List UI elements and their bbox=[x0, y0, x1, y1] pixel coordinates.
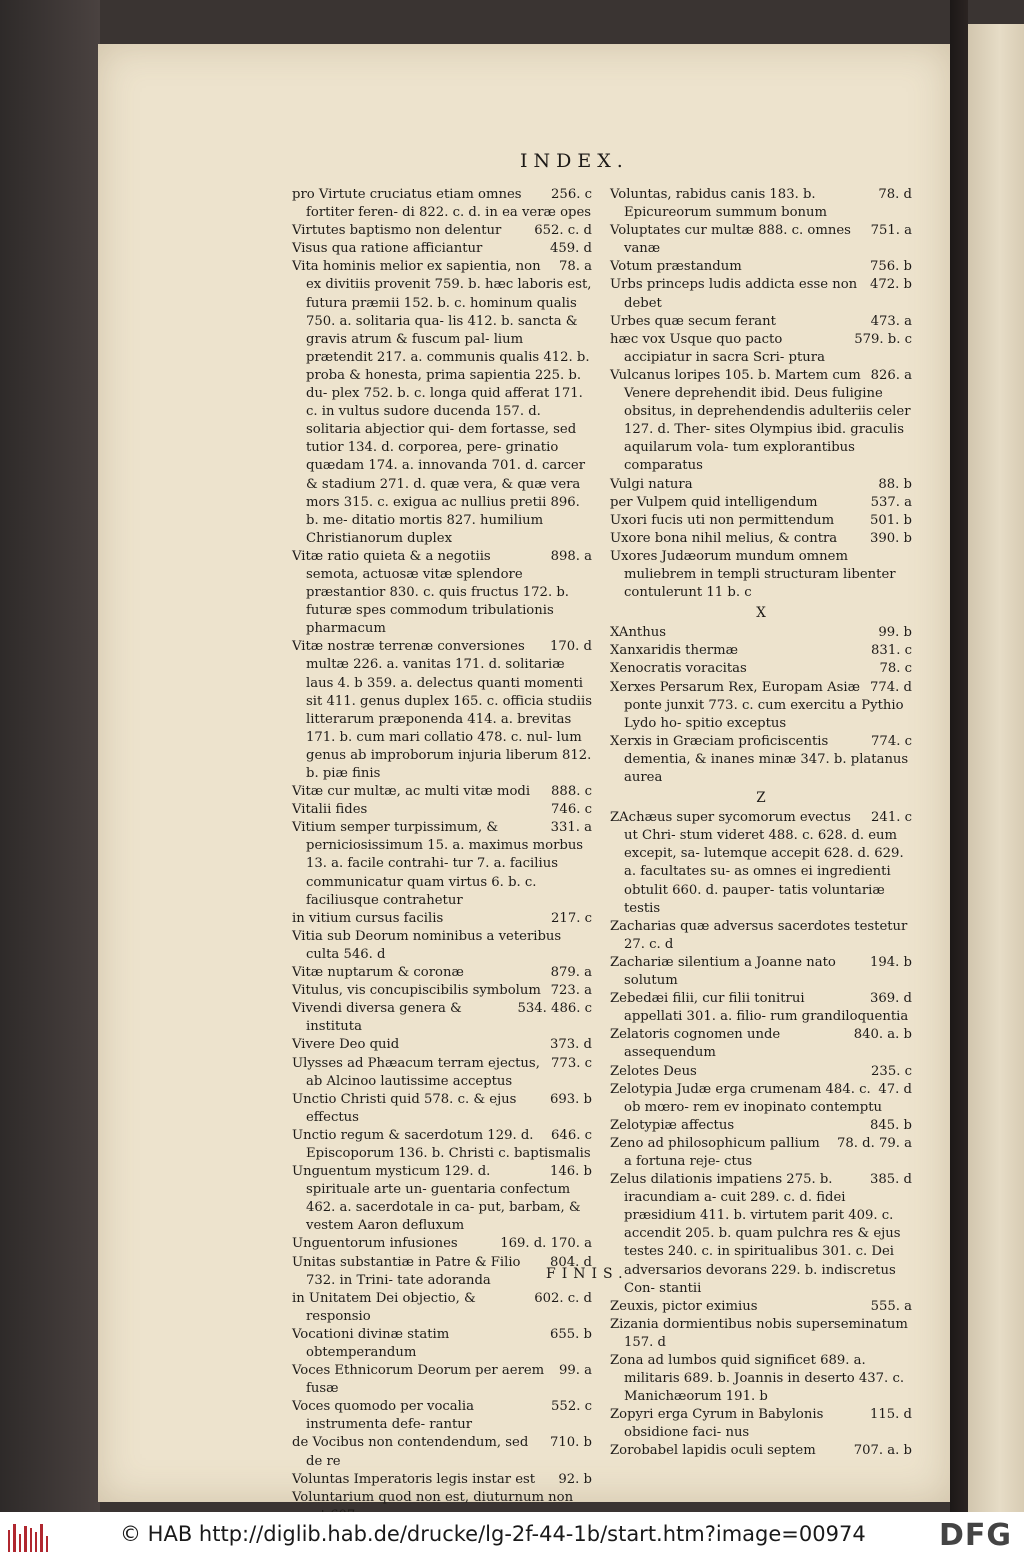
index-entry bbox=[292, 1055, 592, 1091]
index-entry bbox=[610, 1171, 912, 1298]
page-reference: 602. c. d bbox=[534, 1290, 592, 1306]
page-reference: 845. b bbox=[870, 1117, 912, 1133]
page-reference: 217. c bbox=[551, 910, 592, 926]
entry-text: Voces Ethnicorum Deorum per aerem fusæ bbox=[292, 1363, 545, 1397]
index-entry bbox=[292, 1036, 592, 1054]
index-entry bbox=[292, 1163, 592, 1235]
entry-text: Unguentum mysticum 129. d. spirituale arte un- guentaria confectum 462. a. sacerdotale in ca- put, barbam, & vestem Aaron defluxum bbox=[292, 1164, 581, 1234]
entry-text: Unctio regum & sacerdotum 129. d. Episcoporum 136. b. Christi c. baptismalis bbox=[292, 1127, 591, 1161]
entry-text: ZAchæus super sycomorum evectus ut Chri- stum videret 488. c. 628. d. eum excepit, sa- lutemque accepit 628. d. 629. a. facultates su- as omnes ei ingredienti obtulit 660. d. pauper- tatis voluntariæ testis bbox=[610, 810, 904, 916]
page-reference: 723. a bbox=[550, 983, 592, 999]
index-entry bbox=[292, 258, 592, 548]
page-reference: 774. d bbox=[870, 679, 912, 695]
page-reference: 831. c bbox=[871, 643, 912, 659]
copyright-link[interactable]: © HAB http://diglib.hab.de/drucke/lg-2f-44-1b/start.htm?image=00974 bbox=[120, 1522, 866, 1546]
entry-text: Urbes quæ secum ferant bbox=[610, 313, 776, 329]
entry-text: Ulysses ad Phæacum terram ejectus, ab Alcinoo lautissime acceptus bbox=[292, 1055, 540, 1089]
index-entry bbox=[610, 624, 912, 642]
index-entry bbox=[610, 548, 912, 602]
index-entry bbox=[610, 660, 912, 678]
page-reference: 756. b bbox=[870, 259, 912, 275]
index-entry bbox=[292, 240, 592, 258]
page-reference: 555. a bbox=[870, 1298, 912, 1314]
index-entry bbox=[292, 819, 592, 909]
page-reference: 879. a bbox=[550, 965, 592, 981]
entry-text: Vulgi natura bbox=[610, 476, 693, 492]
entry-text: Voluptates cur multæ 888. c. omnes vanæ bbox=[610, 223, 851, 257]
index-entry bbox=[610, 1316, 912, 1352]
index-entry bbox=[610, 530, 912, 548]
index-entry bbox=[610, 512, 912, 530]
page-reference: 369. d bbox=[870, 991, 912, 1007]
page-reference: 78. c bbox=[879, 661, 912, 677]
page-reference: 537. a bbox=[870, 494, 912, 510]
page-reference: 472. b bbox=[870, 277, 912, 293]
index-entry bbox=[292, 982, 592, 1000]
book-spine bbox=[950, 0, 968, 1512]
entry-text: Zeuxis, pictor eximius bbox=[610, 1298, 758, 1314]
index-entry bbox=[292, 1398, 592, 1434]
entry-text: Virtutes baptismo non delentur bbox=[292, 223, 502, 239]
index-entry bbox=[610, 186, 912, 222]
index-entry bbox=[292, 638, 592, 783]
index-entry bbox=[610, 367, 912, 476]
index-entry bbox=[292, 1091, 592, 1127]
entry-text: hæc vox Usque quo pacto accipiatur in sacra Scri- ptura bbox=[610, 331, 825, 365]
index-entry bbox=[610, 954, 912, 990]
index-column-left bbox=[292, 186, 592, 1525]
page-reference: 92. b bbox=[558, 1471, 592, 1487]
index-entry bbox=[610, 1352, 912, 1406]
page-reference: 256. c bbox=[551, 187, 592, 202]
index-entry bbox=[292, 964, 592, 982]
index-entry bbox=[610, 1406, 912, 1442]
index-entry bbox=[610, 679, 912, 733]
page-reference: 655. b bbox=[550, 1326, 592, 1342]
entry-text: Unitas substantiæ in Patre & Filio 732. in Trini- tate adoranda bbox=[292, 1254, 521, 1288]
index-entry bbox=[292, 222, 592, 240]
page-reference: 170. d bbox=[550, 639, 592, 655]
index-entry bbox=[292, 1434, 592, 1470]
index-entry bbox=[610, 276, 912, 312]
entry-text: Votum præstandum bbox=[610, 259, 742, 275]
dfg-logo: DFG bbox=[938, 1518, 1012, 1553]
index-entry bbox=[292, 1362, 592, 1398]
entry-text: pro Virtute cruciatus etiam omnes fortiter feren- di 822. c. d. in ea veræ opes bbox=[292, 187, 592, 221]
index-entry bbox=[292, 783, 592, 801]
page-reference: 78. d bbox=[878, 187, 912, 202]
entry-text: Vivere Deo quid bbox=[292, 1037, 400, 1053]
page-reference: 78. a bbox=[558, 259, 592, 275]
entry-text: Vitia sub Deorum nominibus a veteribus culta 546. d bbox=[292, 928, 562, 962]
index-entry bbox=[292, 1000, 592, 1036]
index-entry bbox=[610, 642, 912, 660]
index-entry bbox=[292, 1235, 592, 1253]
entry-text: Xenocratis voracitas bbox=[610, 661, 747, 677]
entry-text: Voluntas Imperatoris legis instar est bbox=[292, 1471, 536, 1487]
page-reference: 501. b bbox=[870, 512, 912, 528]
section-letter: Z bbox=[756, 790, 766, 807]
entry-text: Vitium semper turpissimum, & perniciosissimum 15. a. maximus morbus 13. a. facile contrahi- tur 7. a. facilius communicatur quam virtus 6. b. c. faciliusque contrahetur bbox=[292, 820, 584, 908]
adjacent-page-edge bbox=[964, 24, 1024, 1512]
index-entry bbox=[292, 1326, 592, 1362]
entry-text: Xerxis in Græciam proficiscentis dementia, & inanes minæ 347. b. platanus aurea bbox=[610, 733, 909, 785]
entry-text: Zelotypia Judæ erga crumenam 484. c. ob mœro- rem ev inopinato contemptu bbox=[610, 1081, 883, 1115]
entry-text: Vitæ cur multæ, ac multi vitæ modi bbox=[292, 784, 531, 800]
page-heading: INDEX. bbox=[520, 150, 629, 172]
entry-text: Zelotypiæ affectus bbox=[610, 1117, 735, 1133]
index-entry bbox=[292, 801, 592, 819]
page-reference: 646. c bbox=[551, 1127, 592, 1143]
entry-text: Zelus dilationis impatiens 275. b. iracundiam a- cuit 289. c. d. fidei præsidium 411. b. virtutem parit 409. c. accendit 205. b. quam pulchra res & ejus testes 240. c. in spiritualibus 301. c. Dei adversarios devorans 229. b. indiscretus Con- stantii bbox=[610, 1172, 901, 1296]
index-entry bbox=[610, 331, 912, 367]
entry-text: Zeno ad philosophicum pallium a fortuna reje- ctus bbox=[610, 1135, 820, 1169]
page-reference: 390. b bbox=[870, 530, 912, 546]
entry-text: Zachariæ silentium a Joanne nato solutum bbox=[610, 954, 836, 989]
page-reference: 78. d. 79. a bbox=[836, 1135, 912, 1151]
entry-text: XAnthus bbox=[610, 625, 666, 641]
entry-text: Visus qua ratione afficiantur bbox=[292, 241, 483, 257]
index-entry bbox=[292, 548, 592, 638]
hab-logo-icon bbox=[8, 1520, 48, 1552]
entry-text: Unctio Christi quid 578. c. & ejus effectus bbox=[292, 1091, 517, 1125]
index-entry bbox=[610, 476, 912, 494]
page-reference: 169. d. 170. a bbox=[500, 1236, 592, 1252]
index-entry bbox=[610, 1081, 912, 1117]
page-reference: 47. d bbox=[878, 1081, 912, 1097]
entry-text: Uxore bona nihil melius, & contra bbox=[610, 530, 838, 546]
entry-text: Uxores Judæorum mundum omnem muliebrem in templi structuram libenter contulerunt 11 b. c bbox=[610, 548, 896, 601]
section-letter: X bbox=[756, 605, 766, 622]
entry-text: Zelatoris cognomen unde assequendum bbox=[610, 1027, 781, 1061]
entry-text: Vulcanus loripes 105. b. Martem cum Venere deprehendit ibid. Deus fuligine obsitus, in deprehendendis adulteriis celer 127. d. Ther- sites Olympius ibid. graculis aquilarum vola- tum explorantibus comparatus bbox=[610, 367, 911, 474]
index-entry bbox=[292, 1471, 592, 1489]
entry-text: Vitæ ratio quieta & a negotiis semota, actuosæ vitæ splendore præstantior 830. c. quis fructus 172. b. futuræ spes commodum tribulationis pharmacum bbox=[292, 548, 569, 637]
page-reference: 826. a bbox=[870, 367, 912, 383]
page-reference: 385. d bbox=[870, 1172, 912, 1188]
page-reference: 774. c bbox=[871, 733, 912, 749]
page-reference: 373. d bbox=[550, 1037, 592, 1053]
finis-label: FINIS. bbox=[546, 1266, 629, 1282]
index-entry bbox=[610, 1442, 912, 1460]
index-entry bbox=[610, 1135, 912, 1171]
entry-text: Vita hominis melior ex sapientia, non ex divitiis provenit 759. b. hæc laboris est, futura præmii 152. b. c. hominum qualis 750. a. solitaria qua- lis 412. b. sancta & gravis atrum & fuscum pal- lium prætendit 217. a. communis qualis 412. b. proba & honesta, prima sapientia 225. b. du- plex 752. b. c. longa quid afferat 171. c. in vultus sudore ducenda 157. d. solitaria abjectior qui- dem fortasse, sed tutior 134. d. corporea, pere- grinatio quædam 174. a. innovanda 701. d. carcer & stadium 271. d. quæ vera, & quæ vera mors 315. c. exigua ac nullius pretii 896. b. me- ditatio mortis 827. humilium Christianorum duplex bbox=[292, 259, 592, 546]
footer-bar bbox=[0, 1512, 1024, 1560]
page-reference: 579. b. c bbox=[854, 331, 912, 347]
entry-text: de Vocibus non contendendum, sed de re bbox=[292, 1435, 529, 1469]
index-entry bbox=[292, 186, 592, 222]
page-reference: 459. d bbox=[550, 241, 592, 257]
page-reference: 751. a bbox=[870, 223, 912, 239]
entry-text: Zebedæi filii, cur filii tonitrui appellati 301. a. filio- rum grandiloquentia bbox=[610, 991, 909, 1025]
page-reference: 235. c bbox=[871, 1063, 912, 1079]
index-entry bbox=[610, 809, 912, 918]
index-entry bbox=[610, 494, 912, 512]
page-reference: 710. b bbox=[550, 1435, 592, 1451]
entry-text: Urbs princeps ludis addicta esse non debet bbox=[610, 277, 858, 311]
entry-text: Xanxaridis thermæ bbox=[610, 643, 738, 659]
entry-text: Voluntas, rabidus canis 183. b. Epicureorum summum bonum bbox=[610, 187, 828, 221]
page-reference: 707. a. b bbox=[853, 1443, 912, 1459]
page-reference: 88. b bbox=[878, 476, 912, 492]
index-entry bbox=[292, 1127, 592, 1163]
index-entry bbox=[610, 1063, 912, 1081]
index-entry bbox=[292, 928, 592, 964]
index-entry bbox=[610, 1298, 912, 1316]
index-entry bbox=[610, 918, 912, 954]
index-column-right bbox=[610, 186, 912, 1461]
page-reference: 888. c bbox=[551, 784, 592, 800]
entry-text: Vocationi divinæ statim obtemperandum bbox=[292, 1326, 450, 1360]
page-reference: 652. c. d bbox=[534, 223, 592, 239]
page-reference: 331. a bbox=[550, 820, 592, 836]
entry-text: Vitalii fides bbox=[292, 802, 368, 818]
entry-text: in vitium cursus facilis bbox=[292, 910, 444, 926]
page-reference: 99. b bbox=[878, 625, 912, 641]
entry-text: Voluntarium quod non est, diuturnum non bbox=[292, 1489, 574, 1505]
page-reference: 473. a bbox=[870, 313, 912, 329]
index-entry bbox=[610, 1026, 912, 1062]
page-reference: 552. c bbox=[551, 1399, 592, 1415]
entry-text: Vitæ nuptarum & coronæ bbox=[292, 965, 464, 981]
page-reference: 804. d bbox=[550, 1254, 592, 1270]
entry-text: Zorobabel lapidis oculi septem bbox=[610, 1443, 816, 1459]
scan-background-left bbox=[0, 0, 100, 1512]
entry-text: Zizania dormientibus nobis superseminatum 157. d bbox=[610, 1316, 908, 1350]
entry-text: Zelotes Deus bbox=[610, 1063, 697, 1079]
entry-text: per Vulpem quid intelligendum bbox=[610, 494, 818, 510]
index-entry bbox=[610, 258, 912, 276]
page-reference: 115. d bbox=[870, 1407, 912, 1423]
index-entry bbox=[610, 1117, 912, 1135]
page-reference: 746. c bbox=[551, 802, 592, 818]
entry-text: Zona ad lumbos quid significet 689. a. militaris 689. b. Joannis in deserto 437. c. Manichæorum 191. b bbox=[610, 1353, 905, 1405]
entry-text: Zacharias quæ adversus sacerdotes testetur 27. c. d bbox=[610, 918, 908, 952]
page-reference: 241. c bbox=[871, 810, 912, 826]
page-reference: 773. c bbox=[551, 1055, 592, 1071]
entry-text: Xerxes Persarum Rex, Europam Asiæ ponte junxit 773. c. cum exercitu a Pythio Lydo ho- spitio exceptus bbox=[610, 679, 904, 731]
page-reference: 99. a bbox=[558, 1363, 592, 1379]
index-entry bbox=[610, 733, 912, 787]
index-entry bbox=[292, 910, 592, 928]
index-entry bbox=[610, 990, 912, 1026]
page-reference: 840. a. b bbox=[853, 1027, 912, 1043]
index-entry bbox=[292, 1290, 592, 1326]
entry-text: Uxori fucis uti non permittendum bbox=[610, 512, 835, 528]
entry-text: Voces quomodo per vocalia instrumenta defe- rantur bbox=[292, 1399, 474, 1433]
entry-text: Unguentorum infusiones bbox=[292, 1236, 458, 1252]
page-reference: 898. a bbox=[550, 548, 592, 564]
entry-text: Vivendi diversa genera & instituta bbox=[292, 1001, 462, 1035]
page-reference: 194. b bbox=[870, 954, 912, 970]
entry-text: Vitulus, vis concupiscibilis symbolum bbox=[292, 983, 541, 999]
entry-text: in Unitatem Dei objectio, & responsio bbox=[292, 1290, 476, 1324]
index-entry bbox=[610, 313, 912, 331]
index-entry bbox=[610, 222, 912, 258]
page-reference: 693. b bbox=[550, 1091, 592, 1107]
entry-text: Zopyri erga Cyrum in Babylonis obsidione faci- nus bbox=[610, 1407, 824, 1441]
page-reference: 534. 486. c bbox=[517, 1001, 592, 1017]
page-reference: 146. b bbox=[550, 1164, 592, 1180]
entry-text: Vitæ nostræ terrenæ conversiones multæ 226. a. vanitas 171. d. solitariæ laus 4. b 359. a. delectus quanti momenti sit 411. genus duplex 165. c. officia studiis litterarum præponenda 414. a. brevitas 171. b. cum mari collatio 478. c. nul- lum genus ab improborum injuria liberum 812. b. piæ finis bbox=[292, 639, 592, 781]
